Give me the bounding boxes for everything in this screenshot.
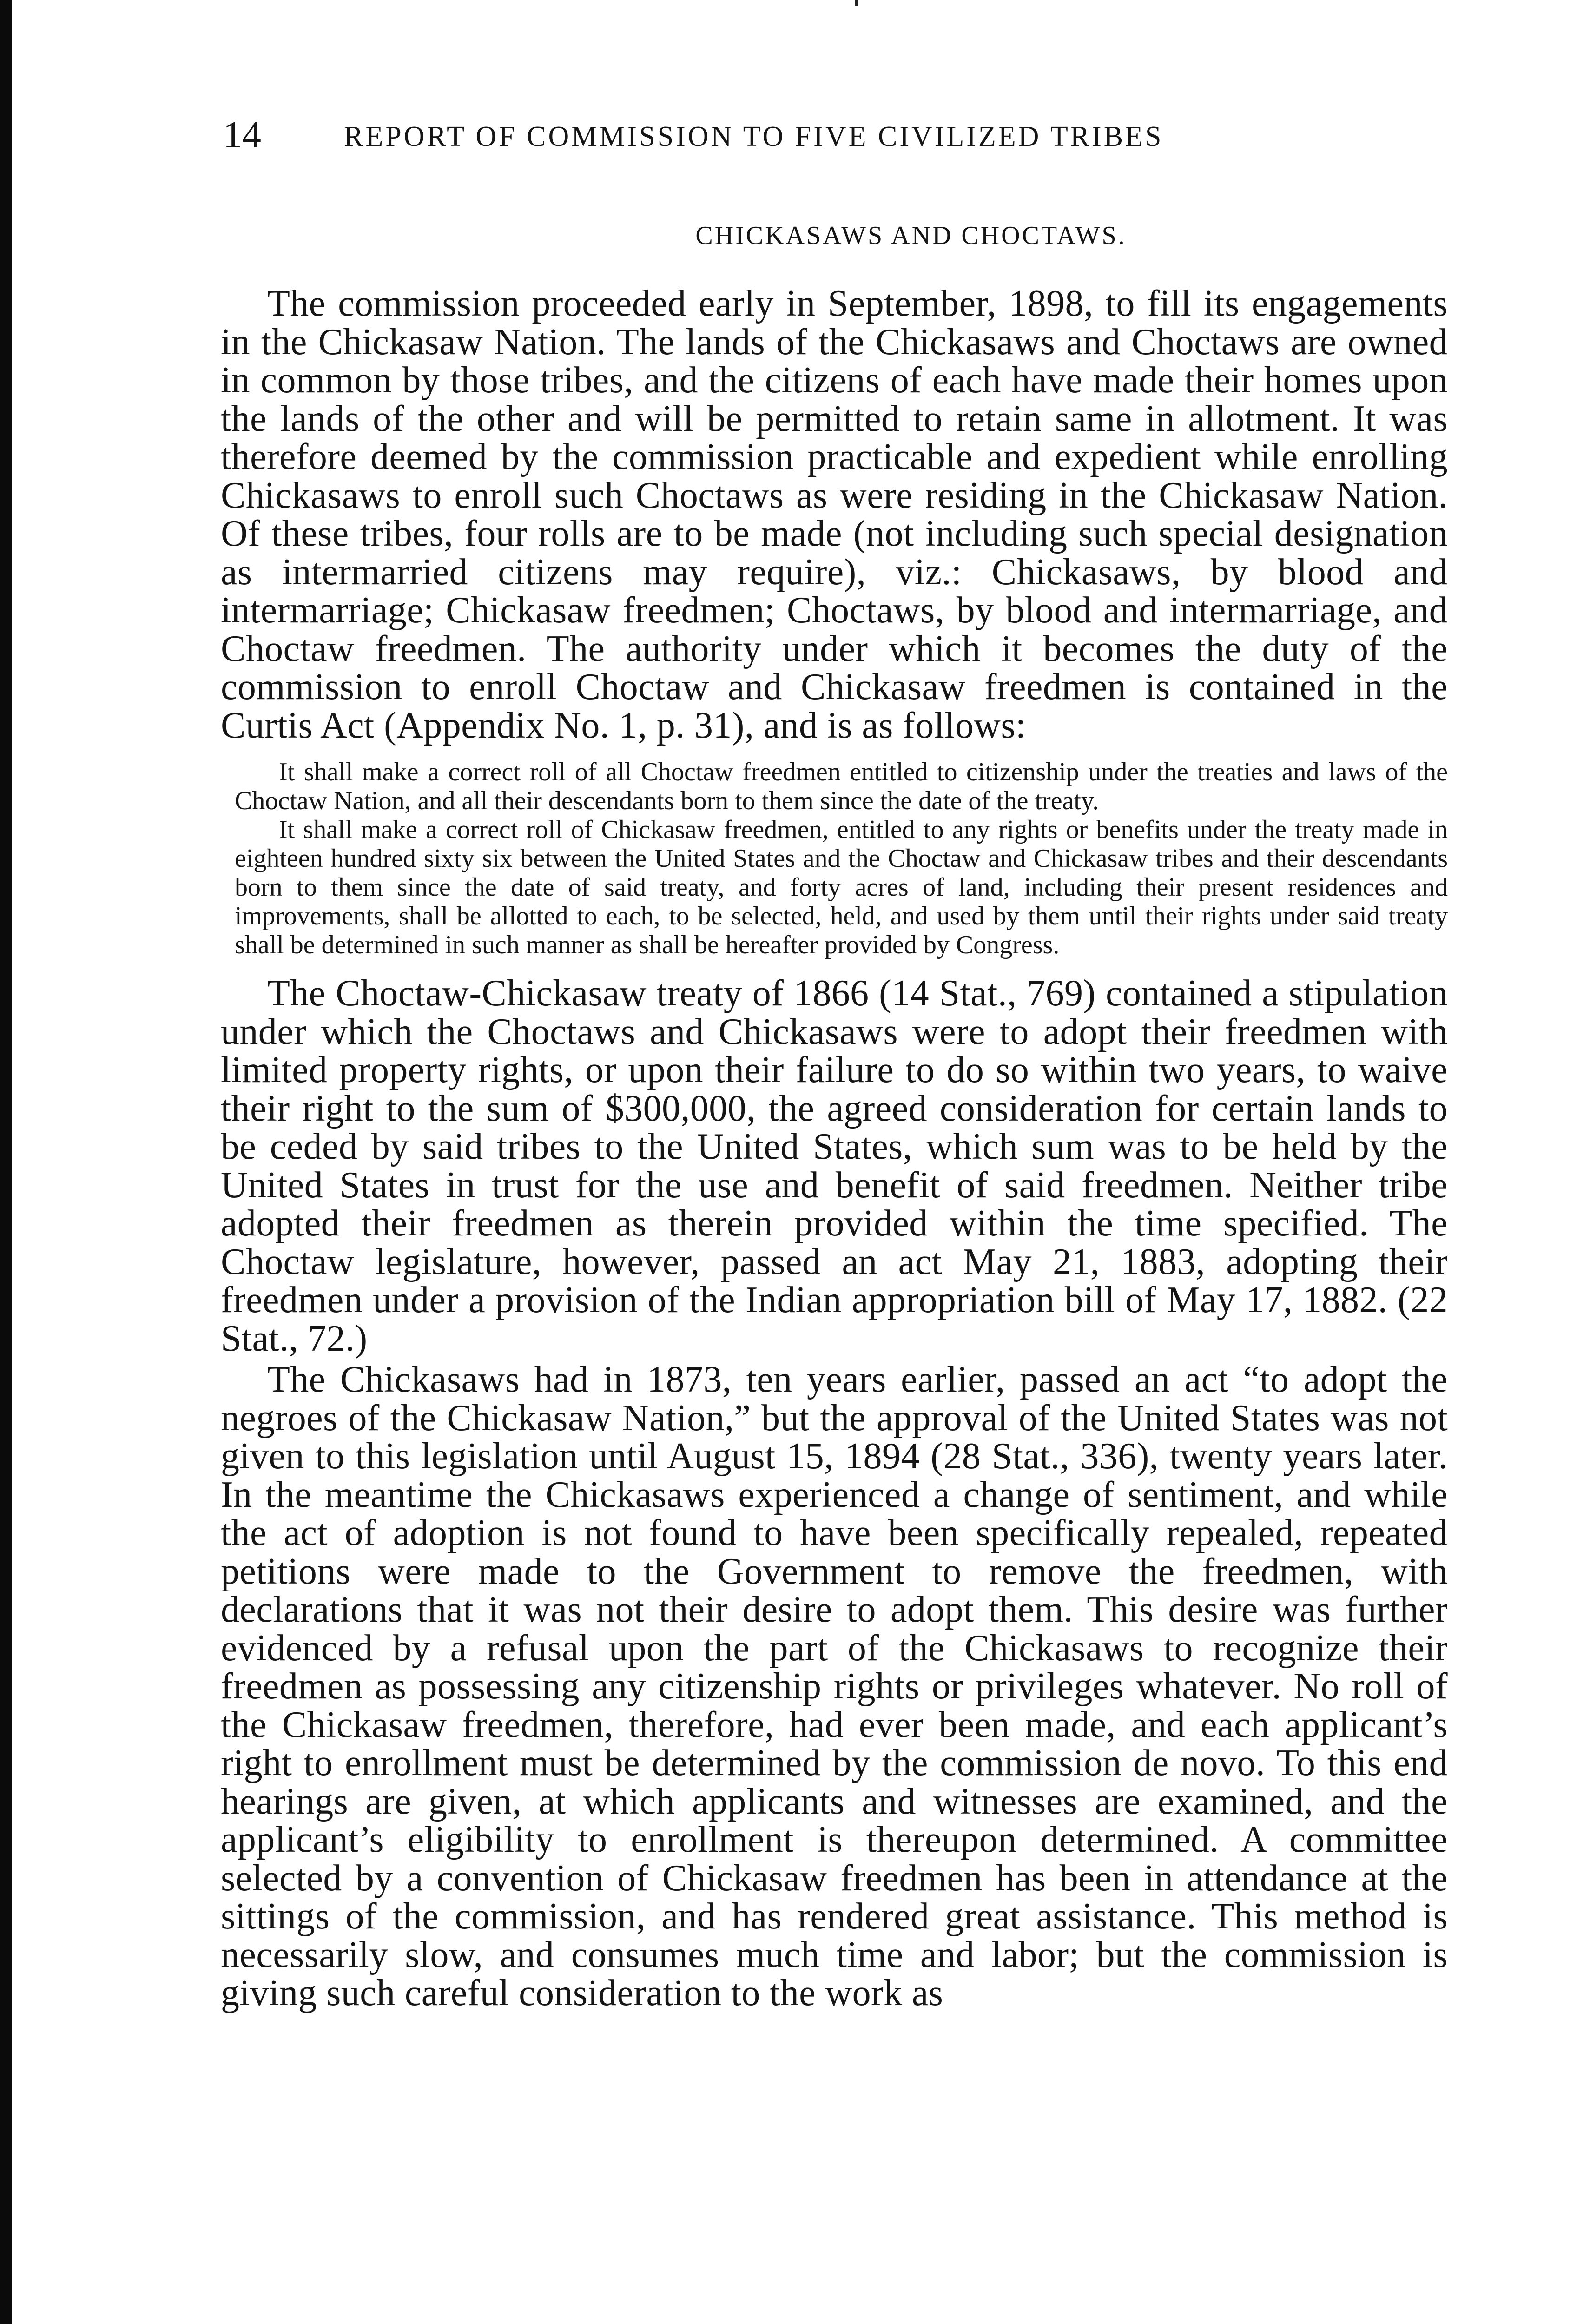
body-paragraph: The Chickasaws had in 1873, ten years earlier, passed an act “to adopt the negroes of the Chickasaw Nation,” but the approval of the United States was not given to this legislation until August 15, 1894 (28 Stat., 336), twenty years later. In the meantime the Chickasaws experienced a change of sentiment, and while the act of adoption is not found to have been specifically repealed, repeated petitions were made to the Government to remove the freedmen, with declarations that it was not their desire to adopt them. This desire was further evidenced by a refusal upon the part of the Chickasaws to recognize their freedmen as possessing any citizenship rights or privileges whatever. No roll of the Chickasaw freedmen, therefore, had ever been made, and each applicant’s right to enrollment must be determined by the commission de novo. To this end hearings are given, at which applicants and witnesses are examined, and the applicant’s eligibility to enrollment is thereupon determined. A committee selected by a convention of Chickasaw freedmen has been in attendance at the sittings of the commission, and has rendered great assistance. This method is necessarily slow, and consumes much time and labor; but the commission is giving such careful consideration to the work as xyxy=(221,1359,1448,2014)
scan-mark xyxy=(855,0,858,6)
page-header xyxy=(221,112,1448,163)
quoted-statute: It shall make a correct roll of Chickasaw freedmen, entitled to any rights or benefits under the treaty made in eighteen hundred sixty six between the United States and the Choctaw and Chickasaw tribes and their descendants born to them since the date of said treaty, and forty acres of land, including their present residences and improvements, shall be allotted to each, to be selected, held, and used by them until their rights under said treaty shall be determined in such manner as shall be hereafter provided by Congress. xyxy=(235,815,1448,959)
scan-border-left xyxy=(0,0,12,2324)
body-paragraph: The Choctaw-Chickasaw treaty of 1866 (14 Stat., 769) contained a stipulation under which the Choctaws and Chickasaws were to adopt their freedmen with limited property rights, or upon their failure to do so within two years, to waive their right to the sum of $300,000, the agreed consideration for certain lands to be ceded by said tribes to the United States, which sum was to be held by the United States in trust for the use and benefit of said freedmen. Neither tribe adopted their freedmen as therein provided within the time specified. The Choctaw legislature, however, passed an act May 21, 1883, adopting their freedmen under a provision of the Indian appropriation bill of May 17, 1882. (22 Stat., 72.) xyxy=(221,973,1448,1359)
quoted-statute: It shall make a correct roll of all Choctaw freedmen entitled to citizenship under the treaties and laws of the Choctaw Nation, and all their descendants born to them since the date of the treaty. xyxy=(235,758,1448,815)
section-title: CHICKASAWS AND CHOCTAWS. xyxy=(695,221,1127,250)
page-number: 14 xyxy=(223,113,261,156)
body-paragraph: The commission proceeded early in September, 1898, to fill its engagements in the Chickasaw Nation. The lands of the Chickasaws and Choctaws are owned in common by those tribes, and the citizens of each have made their homes upon the lands of the other and will be permitted to retain same in allotment. It was therefore deemed by the commission practicable and expedient while enrolling Chickasaws to enroll such Choctaws as were residing in the Chickasaw Nation. Of these tribes, four rolls are to be made (not including such special designation as intermarried citizens may require), viz.: Chickasaws, by blood and intermarriage; Chickasaw freedmen; Choctaws, by blood and intermarriage, and Choctaw freedmen. The authority under which it becomes the duty of the commission to enroll Choctaw and Chickasaw freedmen is contained in the Curtis Act (Appendix No. 1, p. 31), and is as follows: xyxy=(221,283,1448,746)
document-page xyxy=(221,112,1448,2013)
running-head: REPORT OF COMMISSION TO FIVE CIVILIZED TRIBES xyxy=(344,121,1164,152)
